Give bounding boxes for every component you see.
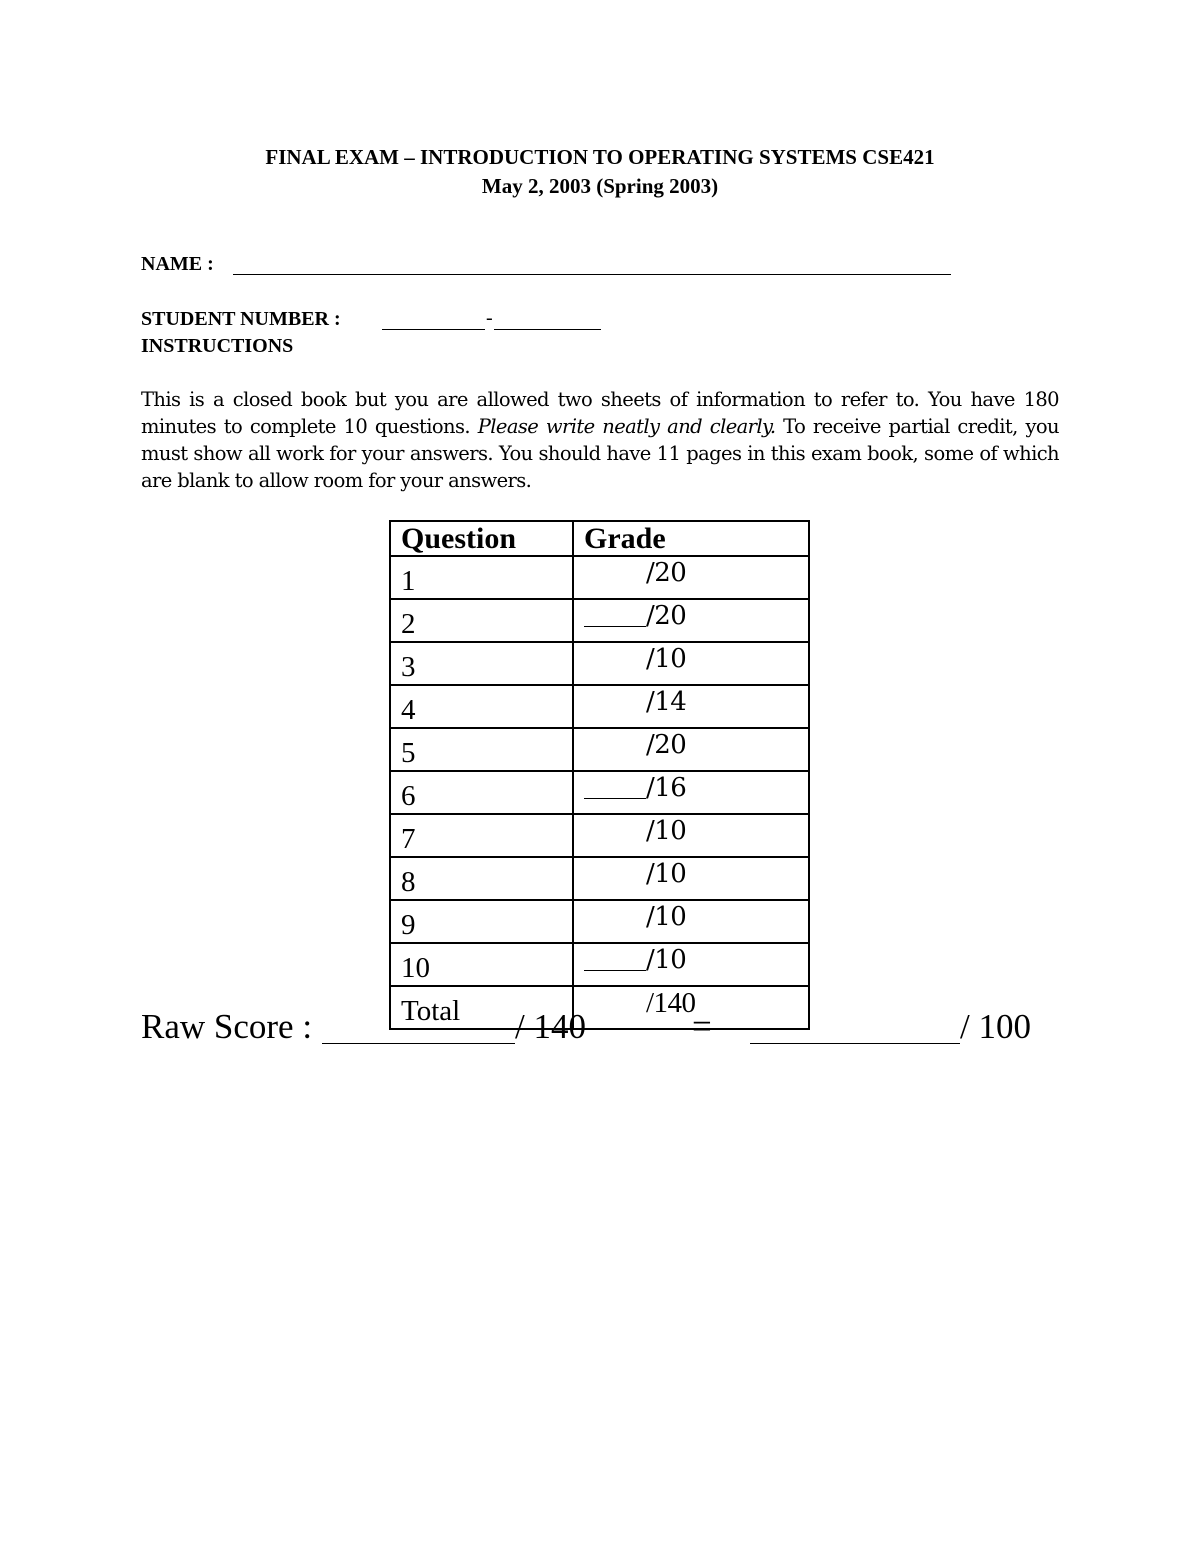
table-row (390, 814, 809, 857)
question-number: 10 (390, 943, 573, 986)
raw-score-field[interactable] (322, 1043, 515, 1044)
student-number-field-part1[interactable] (382, 329, 485, 330)
exam-title: FINAL EXAM – INTRODUCTION TO OPERATING SYSTEMS CSE421 (265, 145, 935, 169)
student-number-field-part2[interactable] (494, 329, 601, 330)
instructions-emphasis: Please write neatly and clearly. (477, 415, 776, 438)
grade-cell[interactable] (573, 556, 809, 599)
grade-column-header: Grade (573, 521, 809, 556)
table-row (390, 599, 809, 642)
instructions-text-after: To receive partial credit, you must show all work for your answers. You should have 11 pages in this exam book, some of which are blank to allow room for your answers. (141, 415, 1059, 492)
question-number: 5 (390, 728, 573, 771)
grade-max: /20 (646, 558, 687, 589)
question-number: 7 (390, 814, 573, 857)
instructions-text-before: This is a closed book but you are allowed two sheets of information to refer to. You have 180 minutes to complete 10 questions. (141, 388, 1059, 438)
instructions-text (141, 386, 1059, 494)
scaled-score-total: / 100 (960, 1007, 1031, 1046)
grade-max: /20 (646, 601, 687, 632)
grade-cell-total[interactable] (573, 986, 809, 1029)
instructions-heading: INSTRUCTIONS (141, 335, 294, 357)
name-label: NAME : (141, 253, 214, 275)
total-label: Total (390, 986, 573, 1029)
grade-max: /10 (646, 945, 687, 976)
scaled-score-field[interactable] (750, 1043, 960, 1044)
grade-blank[interactable] (584, 798, 646, 799)
grade-cell[interactable] (573, 943, 809, 986)
grade-cell[interactable] (573, 728, 809, 771)
grade-max: /14 (646, 687, 687, 718)
grade-cell[interactable] (573, 771, 809, 814)
table-row (390, 857, 809, 900)
table-row (390, 900, 809, 943)
table-row (390, 556, 809, 599)
grade-cell[interactable] (573, 900, 809, 943)
student-number-label: STUDENT NUMBER : (141, 308, 341, 330)
grade-max: /20 (646, 730, 687, 761)
name-field[interactable] (233, 274, 951, 275)
question-number: 8 (390, 857, 573, 900)
grade-max: /10 (646, 859, 687, 890)
grade-cell[interactable] (573, 814, 809, 857)
table-row (390, 771, 809, 814)
grade-max: /10 (646, 902, 687, 933)
table-row (390, 685, 809, 728)
grade-cell[interactable] (573, 599, 809, 642)
table-row (390, 943, 809, 986)
grade-cell[interactable] (573, 685, 809, 728)
exam-date: May 2, 2003 (Spring 2003) (481, 174, 719, 198)
student-number-separator: - (486, 307, 493, 329)
grade-max: /16 (646, 773, 687, 804)
raw-score-total: / 140 (515, 1007, 586, 1046)
grade-table (389, 520, 810, 1030)
grade-blank[interactable] (584, 626, 646, 627)
equals-sign: = (692, 1007, 712, 1046)
grade-cell[interactable] (573, 642, 809, 685)
grade-cell[interactable] (573, 857, 809, 900)
question-number: 4 (390, 685, 573, 728)
grade-max-total: /140 (646, 987, 696, 1020)
raw-score-label: Raw Score : (141, 1007, 313, 1046)
question-number: 2 (390, 599, 573, 642)
question-number: 9 (390, 900, 573, 943)
grade-max: /10 (646, 816, 687, 847)
question-column-header: Question (390, 521, 573, 556)
grade-max: /10 (646, 644, 687, 675)
question-number: 3 (390, 642, 573, 685)
question-number: 1 (390, 556, 573, 599)
table-row-total (390, 986, 809, 1029)
question-number: 6 (390, 771, 573, 814)
grade-blank[interactable] (584, 970, 646, 971)
grade-table-header (390, 521, 809, 556)
table-row (390, 642, 809, 685)
table-row (390, 728, 809, 771)
